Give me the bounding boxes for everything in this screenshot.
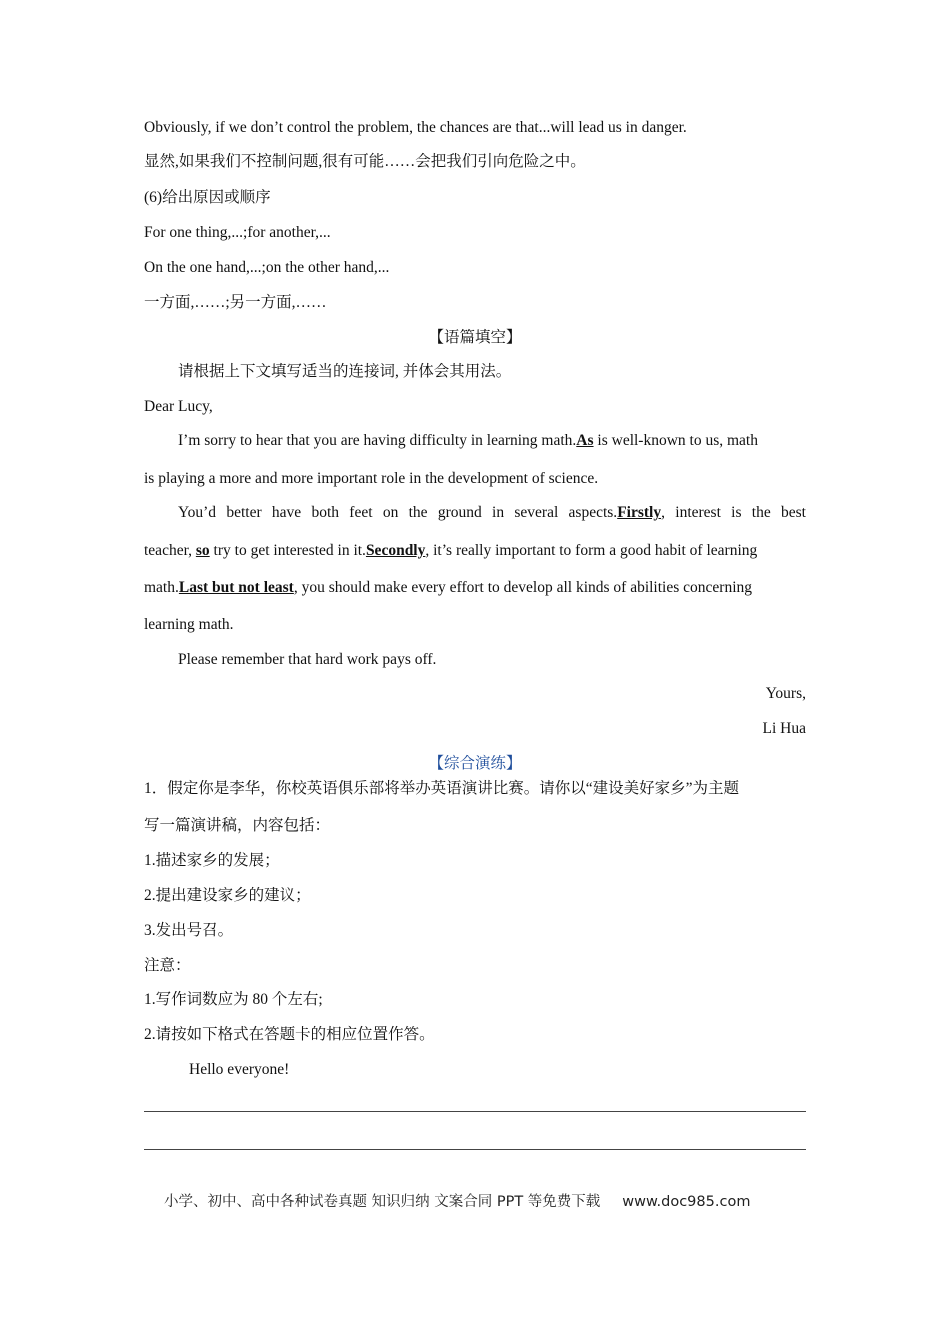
answer-blank: Last but not least bbox=[178, 579, 294, 596]
question-text: 写一篇演讲稿，内容包括： bbox=[144, 817, 331, 834]
answer-line bbox=[144, 1111, 806, 1112]
practice-heading: 【综合演练】 bbox=[428, 755, 522, 772]
section-label: (6)给出原因或顺序 bbox=[144, 189, 271, 206]
text-line: Obviously, if we don’t control the problem, the chances are that...will lead us in danger. bbox=[144, 119, 687, 136]
cloze-heading: 【语篇填空】 bbox=[428, 329, 522, 346]
speech-opening: Hello everyone! bbox=[189, 1061, 290, 1078]
cloze-instruction: 请根据上下文填写适当的连接词, 并体会其用法。 bbox=[178, 363, 512, 380]
paragraph-line: I’m sorry to hear that you are having difficulty in learning math.As is well-known to us, math bbox=[178, 432, 758, 449]
answer-blank: so bbox=[195, 542, 210, 559]
text-line: 显然,如果我们不控制问题,很有可能……会把我们引向危险之中。 bbox=[144, 153, 586, 170]
answer-blank: As bbox=[576, 432, 594, 449]
footer-url: www.doc985.com bbox=[622, 1194, 751, 1210]
answer-line bbox=[144, 1149, 806, 1150]
answer-blank: Secondly bbox=[365, 542, 426, 559]
paragraph-line: teacher, so try to get interested in it.Secondly, it’s really important to form a good habit of learning bbox=[144, 542, 758, 559]
paragraph-line: You’d better have both feet on the ground in several aspects.Firstly, interest is the best bbox=[178, 504, 806, 521]
letter-closing: Yours, bbox=[765, 685, 806, 702]
text-line: For one thing,...;for another,... bbox=[144, 224, 331, 241]
note-item: 1.写作词数应为 80 个左右; bbox=[144, 991, 323, 1008]
note-item: 2.请按如下格式在答题卡的相应位置作答。 bbox=[144, 1026, 435, 1043]
letter-signature: Li Hua bbox=[762, 720, 806, 737]
paragraph-line: is playing a more and more important role in the development of science. bbox=[144, 470, 599, 487]
answer-blank: Firstly bbox=[617, 504, 662, 521]
page-footer bbox=[164, 1190, 750, 1211]
footer-text: 小学、初中、高中各种试卷真题 知识归纳 文案合同 PPT 等免费下载 bbox=[164, 1194, 601, 1210]
paragraph-line: learning math. bbox=[144, 616, 234, 633]
requirement-item: 1.描述家乡的发展； bbox=[144, 852, 280, 869]
text-line: On the one hand,...;on the other hand,... bbox=[144, 259, 390, 276]
paragraph-line: math.Last but not least, you should make every effort to develop all kinds of abilities concerning bbox=[144, 579, 752, 596]
letter-greeting: Dear Lucy, bbox=[144, 398, 213, 415]
paragraph-line: Please remember that hard work pays off. bbox=[178, 651, 437, 668]
requirement-item: 3.发出号召。 bbox=[144, 922, 234, 939]
note-label: 注意： bbox=[144, 957, 191, 974]
question-text: 1．假定你是李华，你校英语俱乐部将举办英语演讲比赛。请你以“建设美好家乡”为主题 bbox=[144, 780, 740, 797]
requirement-item: 2.提出建设家乡的建议； bbox=[144, 887, 311, 904]
text-line: 一方面,……;另一方面,…… bbox=[144, 294, 327, 311]
